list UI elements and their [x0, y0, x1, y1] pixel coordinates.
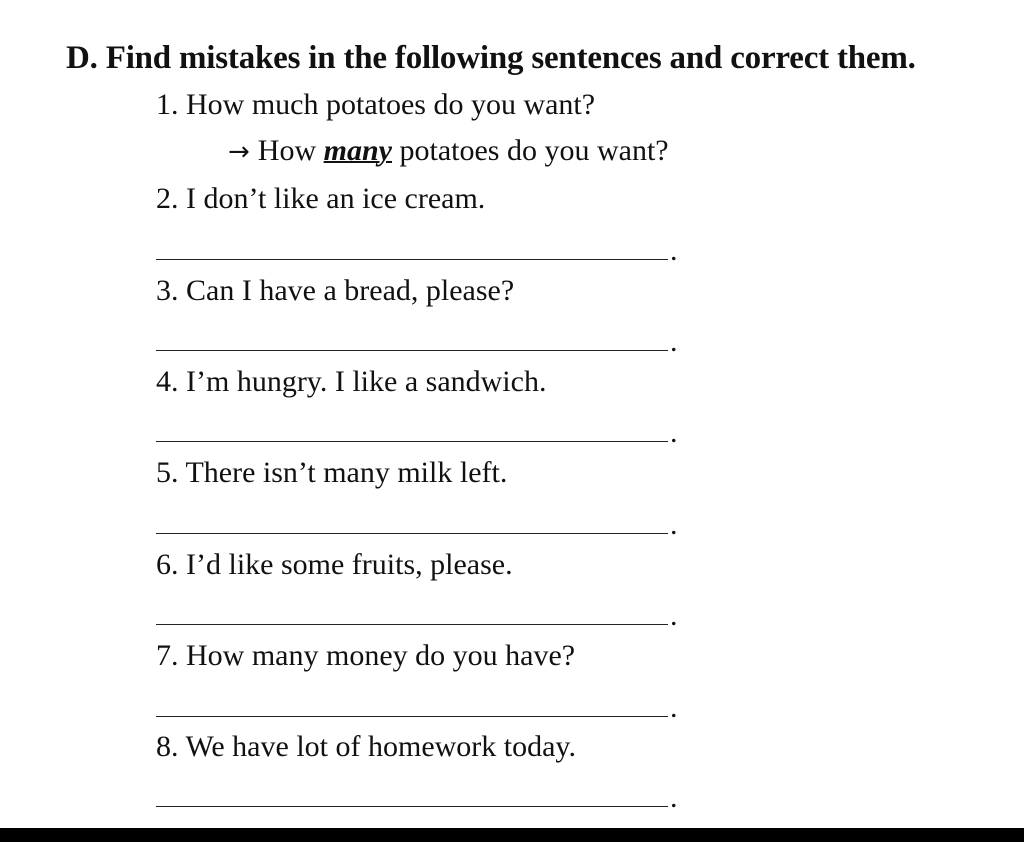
right-arrow-icon: →	[228, 137, 250, 167]
exercise-sentence-2: 2. I don’t like an ice cream.	[156, 182, 486, 215]
answer-blank-5[interactable]	[156, 533, 668, 534]
answer-blank-6[interactable]	[156, 624, 668, 625]
answer-blank-end-6: .	[670, 599, 678, 632]
answer-blank-end-2: .	[670, 234, 678, 267]
example-answer-after: potatoes do you want?	[399, 134, 669, 167]
exercise-sentence-6: 6. I’d like some fruits, please.	[156, 548, 513, 581]
answer-blank-end-7: .	[670, 691, 678, 724]
answer-blank-8[interactable]	[156, 806, 668, 807]
example-answer-before: How	[257, 134, 317, 167]
example-answer	[228, 134, 669, 168]
answer-blank-end-5: .	[670, 508, 678, 541]
answer-blank-7[interactable]	[156, 716, 668, 717]
exercise-sentence-3: 3. Can I have a bread, please?	[156, 274, 515, 307]
example-sentence: 1. How much potatoes do you want?	[156, 88, 596, 121]
exercise-sentence-7: 7. How many money do you have?	[156, 639, 576, 672]
exercise-sentence-4: 4. I’m hungry. I like a sandwich.	[156, 365, 547, 398]
answer-blank-end-4: .	[670, 416, 678, 449]
answer-blank-3[interactable]	[156, 350, 668, 351]
exercise-heading: D. Find mistakes in the following sentences and correct them.	[66, 40, 916, 76]
example-answer-correction: many	[323, 134, 392, 167]
answer-blank-2[interactable]	[156, 259, 668, 260]
exercise-sentence-8: 8. We have lot of homework today.	[156, 730, 576, 763]
answer-blank-4[interactable]	[156, 441, 668, 442]
bottom-edge-bar	[0, 828, 1024, 842]
exercise-sentence-5: 5. There isn’t many milk left.	[156, 456, 508, 489]
answer-blank-end-8: .	[670, 781, 678, 814]
answer-blank-end-3: .	[670, 325, 678, 358]
